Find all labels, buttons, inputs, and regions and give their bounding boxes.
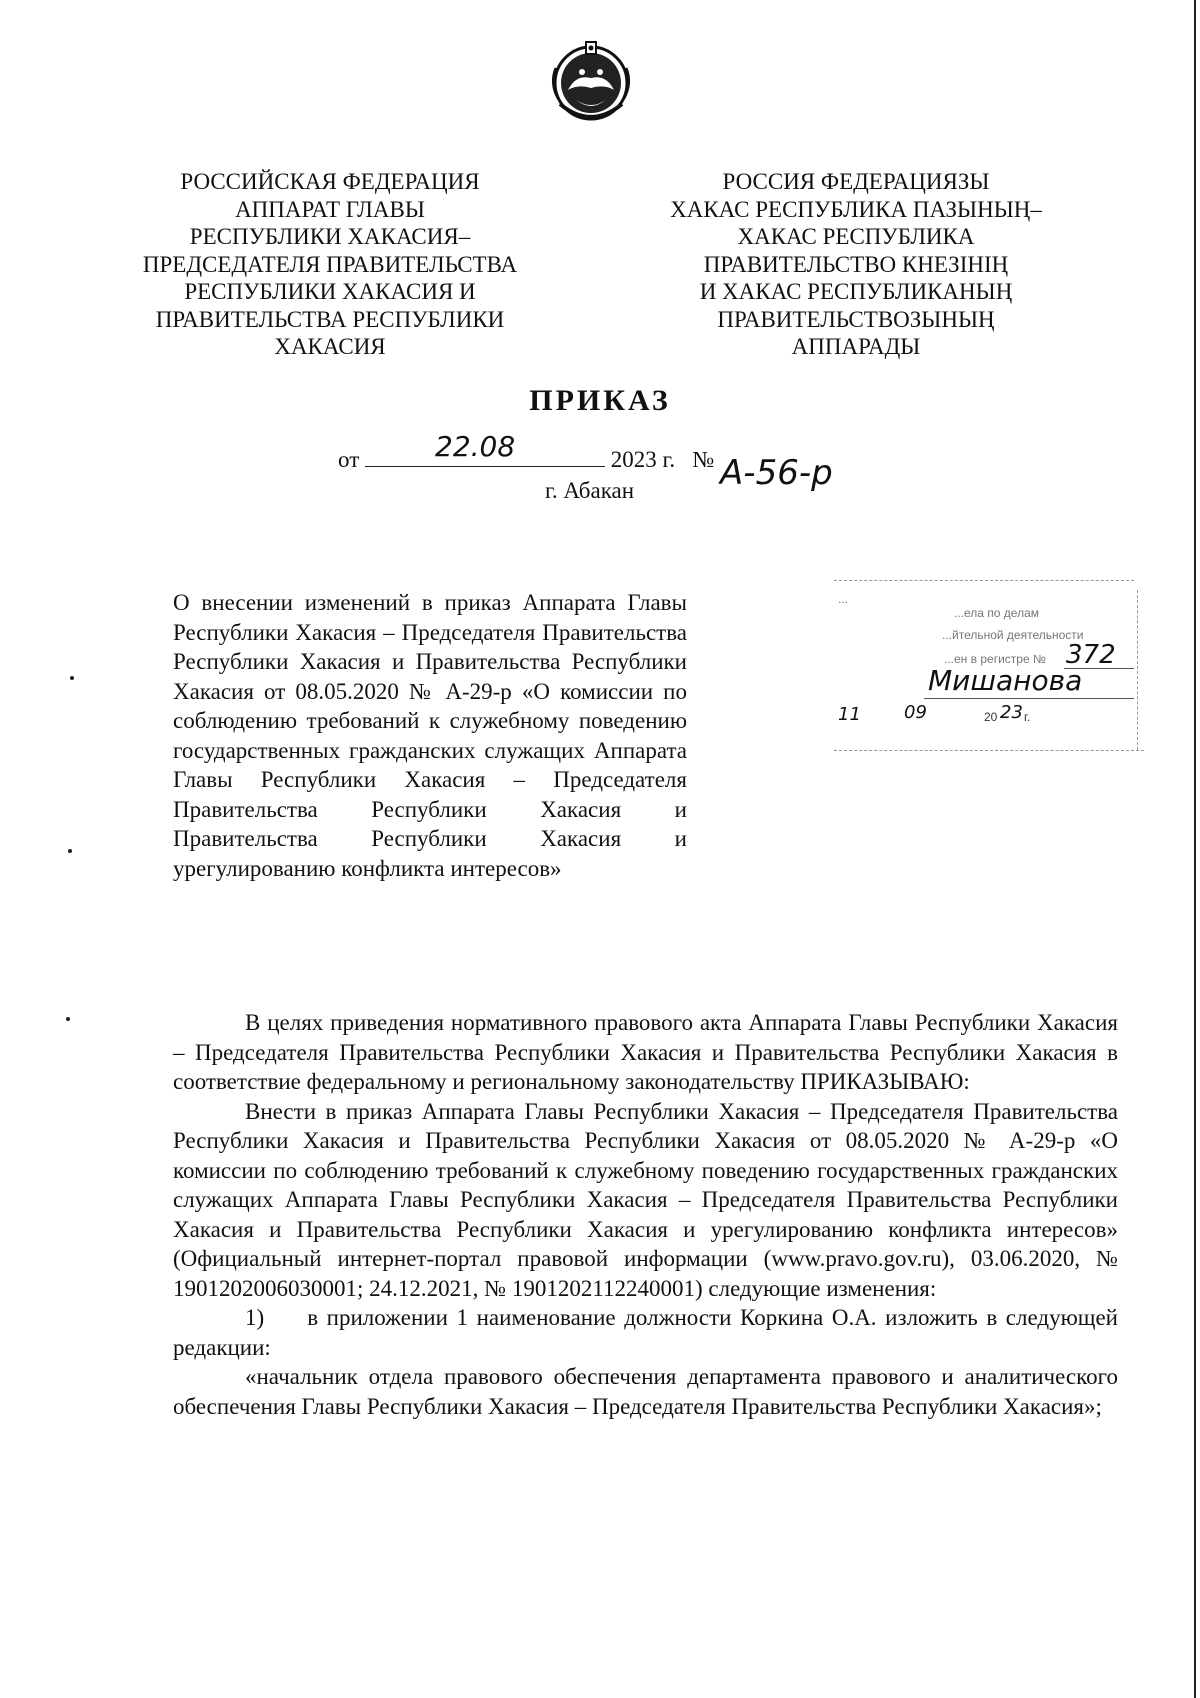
header-left-line: РЕСПУБЛИКИ ХАКАСИЯ– [189,224,471,249]
date-year: 2023 г. [610,447,676,472]
header-right-line: ХАКАС РЕСПУБЛИКА ПАЗЫНЫҢ– [670,196,1042,222]
date-blank [365,430,605,467]
body-paragraph: В целях приведения нормативного правового акта Аппарата Главы Республики Хакасия – Председателя Правительства Республики Хакасия и Правительства Республики Хакасия в соответствие федеральному и региональному законодательству ПРИКАЗЫВАЮ: [173,1010,1118,1094]
handwritten-number: А-56-р [720,453,833,493]
header-right-line: ПРАВИТЕЛЬСТВОЗЫНЫҢ [717,306,995,332]
header-left-line: РЕСПУБЛИКИ ХАКАСИЯ И [184,279,476,304]
date-prefix: от [338,447,360,472]
scan-speck [70,676,74,680]
stamp-line: ... [838,592,849,606]
header-right-line: РОССИЯ ФЕДЕРАЦИЯЗЫ [722,169,990,194]
header-left-line: ПРЕДСЕДАТЕЛЯ ПРАВИТЕЛЬСТВА [142,251,518,277]
city-name: г. Абакан [545,478,635,503]
coat-of-arms-emblem [546,38,636,124]
stamp-line: ...йтельной деятельности [942,628,1084,642]
order-body [173,1008,1118,1421]
order-subject: О внесении изменений в приказ Аппарата Главы Республики Хакасия – Председателя Правительства Республики Хакасия и Правительства Республики Хакасия от 08.05.2020 № А-29-р «О комиссии по соблюдению требований к служебному поведению государственных гражданских служащих Аппарата Главы Республики Хакасия – Председателя Правительства Республики Хакасия и Правительства Республики Хакасия и урегулированию конфликта интересов» [173,590,687,881]
header-left-line: ХАКАСИЯ [274,334,386,359]
stamp-signature: Мишанова [928,664,1083,697]
scan-edge-line [1194,0,1196,1698]
stamp-underline [924,698,1134,699]
header-left-block [120,168,540,361]
body-paragraph: «начальник отдела правового обеспечения департамента правового и аналитического обеспечения Главы Республики Хакасия – Председателя Правительства Республики Хакасия»; [173,1364,1118,1419]
header-left-line: АППАРАТ ГЛАВЫ [235,196,425,222]
stamp-year-unit: г. [1024,710,1031,724]
header-right-line: ПРАВИТЕЛЬСТВО КНЕЗІНІҢ [703,251,1009,277]
header-left-line: ПРАВИТЕЛЬСТВА РЕСПУБЛИКИ [155,306,505,332]
stamp-year-suffix: 23 [1000,702,1023,723]
stamp-line: ...ела по делам [954,606,1039,620]
header-right-line: ХАКАС РЕСПУБЛИКА [737,224,975,249]
body-paragraph: 1) в приложении 1 наименование должности Коркина О.А. изложить в следующей редакции: [173,1305,1118,1360]
stamp-year-prefix: 20 [984,710,998,724]
stamp-border-top [834,580,1134,581]
stamp-register-number: 372 [1066,640,1116,670]
stamp-month: 09 [904,702,927,723]
stamp-border-bottom [834,750,1144,751]
number-sign: № [692,447,715,472]
stamp-border-right [1137,590,1138,750]
header-right-block [656,168,1056,361]
scan-speck [66,1017,70,1021]
registration-stamp [814,580,1138,748]
stamp-day: 11 [838,704,861,725]
header-left-line: РОССИЙСКАЯ ФЕДЕРАЦИЯ [180,169,480,194]
body-paragraph: Внести в приказ Аппарата Главы Республики Хакасия – Председателя Правительства Республики Хакасия и Правительства Республики Хакасия от 08.05.2020 № А-29-р «О комиссии по соблюдению требований к служебному поведению государственных гражданских служащих Аппарата Главы Республики Хакасия – Председателя Правительства Республики Хакасия и Правительства Республики Хакасия и урегулированию конфликта интересов» (Официальный интернет-портал правовой информации (www.pravo.gov.ru), 03.06.2020, № 1901202006030001; 24.12.2021, № 1901202112240001) следующие изменения: [173,1098,1118,1301]
document-title: ПРИКАЗ [529,384,671,417]
scan-speck [68,849,72,853]
header-right-line: И ХАКАС РЕСПУБЛИКАНЫҢ [699,279,1013,304]
handwritten-date: 22.08 [435,430,516,463]
header-right-line: АППАРАДЫ [791,334,921,359]
stamp-line: ...ен в регистре № [944,652,1046,666]
